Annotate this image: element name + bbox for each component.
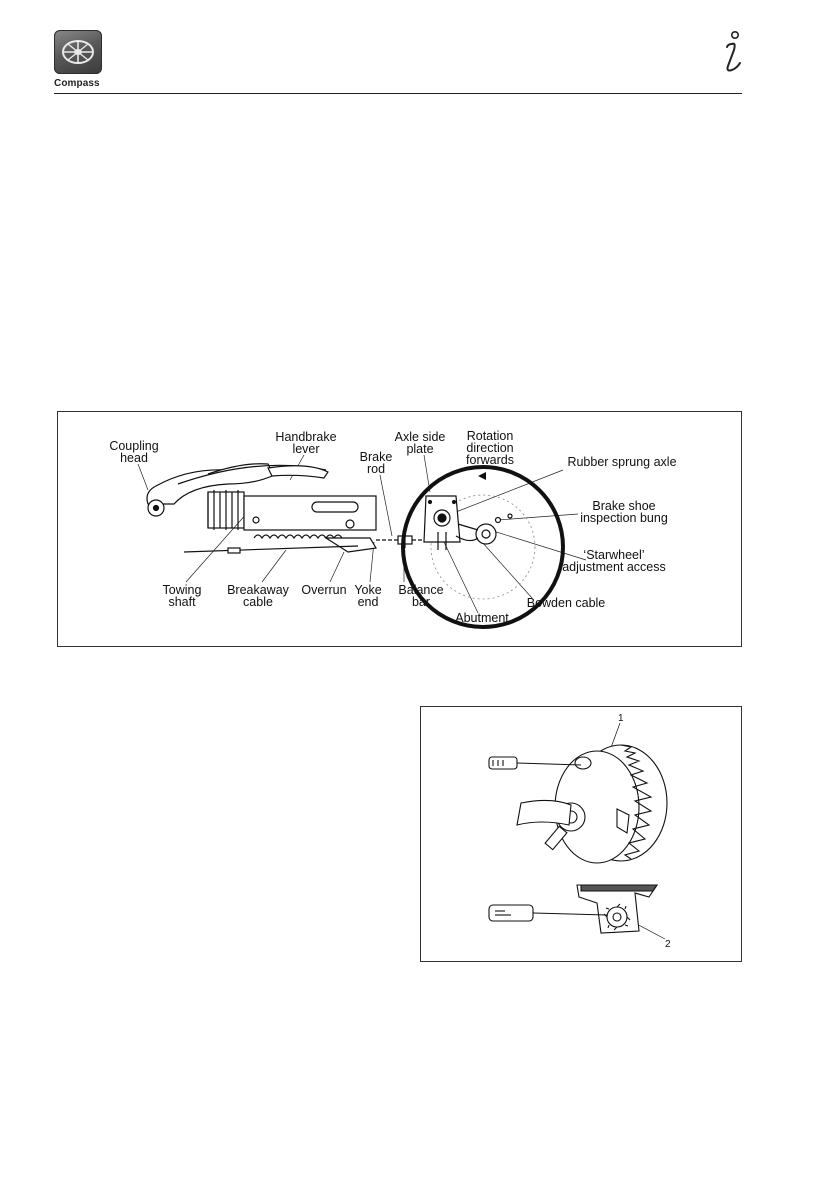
label-axle-side-plate: Axle side plate [394,430,446,456]
logo-text: Compass [54,78,100,89]
label-overrun: Overrun [301,583,347,597]
label-rotation-direction: Rotation direction forwards [466,429,514,467]
screwdriver-lower [489,905,607,921]
compass-logo-icon [54,30,102,74]
information-icon [718,30,744,74]
brake-drum [517,745,667,863]
label-brake-rod: Brake rod [359,450,393,476]
label-abutment: Abutment [455,611,509,625]
starwheel-adjustment-diagram [420,706,742,962]
label-yoke-end: Yoke end [354,583,382,609]
label-brake-shoe-inspection-bung: Brake shoe inspection bung [580,499,668,525]
brake-hub [456,514,512,544]
label-balance-bar: Balance bar [398,583,444,609]
label-starwheel-adjustment-access: ‘Starwheel’ adjustment access [562,548,666,574]
axle-side-plate [424,496,460,550]
label-handbrake-lever: Handbrake lever [275,430,337,456]
brake-system-diagram [57,411,742,647]
label-coupling-head: Coupling head [109,439,159,465]
label-rubber-sprung-axle: Rubber sprung axle [567,455,677,469]
label-towing-shaft: Towing shaft [162,583,202,609]
callout-2: 2 [665,939,671,950]
header-divider [54,93,742,94]
label-breakaway-cable: Breakaway cable [227,583,289,609]
callout-1: 1 [618,713,624,724]
starwheel-drawing [421,707,743,963]
brake-drum-outline [403,467,563,627]
label-bowden-cable: Bowden cable [526,596,606,610]
starwheel-cutaway [577,885,657,933]
brake-system-drawing [58,412,743,648]
coupling-assembly [147,464,376,553]
